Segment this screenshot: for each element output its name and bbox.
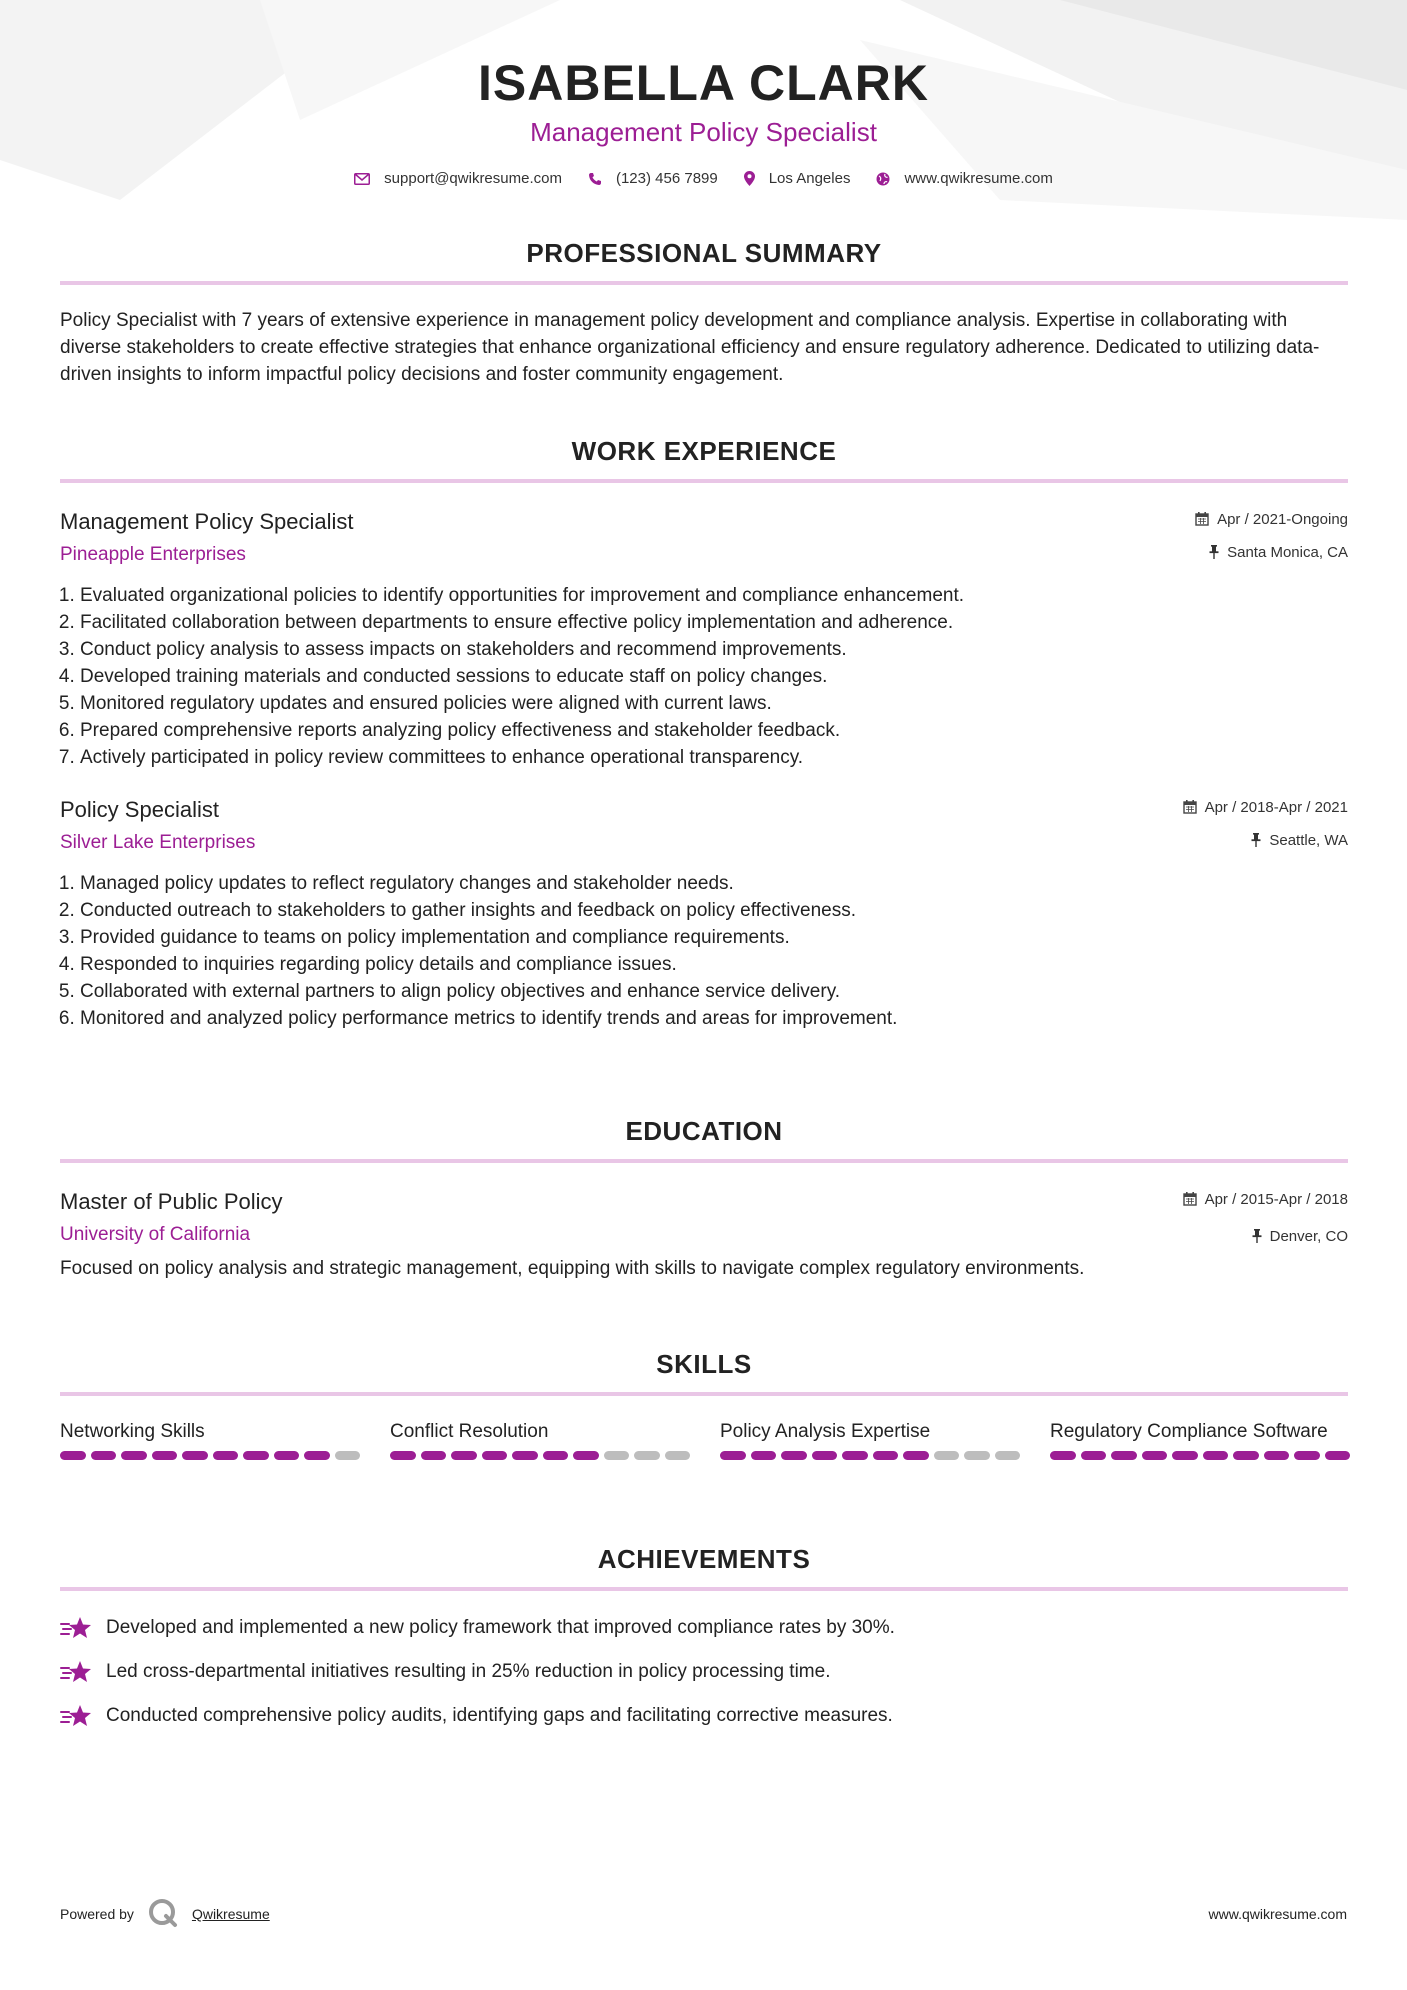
job-dates: Apr / 2018-Apr / 2021 (1204, 798, 1348, 816)
skill-name: Networking Skills (60, 1421, 205, 1442)
pushpin-icon (1251, 833, 1261, 847)
website-text: www.qwikresume.com (904, 170, 1053, 187)
education-section (60, 1116, 1348, 1280)
education-entry (60, 1189, 1348, 1280)
calendar-icon (1183, 1192, 1197, 1206)
phone-icon (588, 172, 602, 186)
experience-section (60, 436, 1348, 1032)
list-item: 4. Responded to inquiries regarding policy details and compliance issues. (80, 951, 1348, 978)
pushpin-icon (1209, 545, 1219, 559)
summary-section (60, 238, 1348, 388)
skill-segment-filled (60, 1451, 86, 1460)
skill-segment-filled (781, 1451, 807, 1460)
degree-title: Master of Public Policy (60, 1189, 283, 1214)
list-item: 2. Conducted outreach to stakeholders to gather insights and feedback on policy effectiveness. (80, 897, 1348, 924)
skill-segment-filled (390, 1451, 416, 1460)
skill-item (720, 1418, 1020, 1460)
skill-segment-filled (451, 1451, 477, 1460)
list-item: 2. Facilitated collaboration between departments to ensure effective policy implementation and adherence. (80, 609, 1348, 636)
qwikresume-logo-icon (148, 1898, 178, 1931)
skill-segment-empty (335, 1451, 361, 1460)
footer-website-link[interactable]: www.qwikresume.com (1208, 1906, 1347, 1922)
skill-segment-filled (1203, 1451, 1229, 1460)
skill-level-bar (60, 1451, 360, 1460)
section-divider (60, 479, 1348, 483)
contact-website[interactable] (876, 170, 1052, 187)
section-divider (60, 1392, 1348, 1396)
list-item: 1. Managed policy updates to reflect regulatory changes and stakeholder needs. (80, 870, 1348, 897)
duties-list (60, 582, 1348, 771)
section-divider (60, 1587, 1348, 1591)
skill-segment-filled (152, 1451, 178, 1460)
skill-segment-filled (812, 1451, 838, 1460)
powered-by (60, 1898, 270, 1931)
skill-segment-filled (1264, 1451, 1290, 1460)
list-item: 5. Collaborated with external partners to align policy objectives and enhance service delivery. (80, 978, 1348, 1005)
skill-level-bar (390, 1451, 690, 1460)
skill-segment-filled (1111, 1451, 1137, 1460)
contact-bar (0, 170, 1407, 187)
powered-by-label: Powered by (60, 1906, 134, 1922)
skill-segment-filled (720, 1451, 746, 1460)
achievement-text: Conducted comprehensive policy audits, identifying gaps and facilitating corrective measures. (106, 1705, 893, 1726)
calendar-icon (1183, 800, 1197, 814)
achievement-item (60, 1615, 1348, 1641)
skill-name: Policy Analysis Expertise (720, 1421, 931, 1442)
skill-segment-empty (964, 1451, 990, 1460)
skill-segment-empty (995, 1451, 1021, 1460)
job-role: Policy Specialist (60, 797, 219, 822)
skill-segment-empty (665, 1451, 691, 1460)
skill-segment-filled (304, 1451, 330, 1460)
contact-location (744, 170, 851, 187)
skill-name: Regulatory Compliance Software (1050, 1421, 1328, 1442)
job-company: Pineapple Enterprises (60, 544, 246, 565)
skill-segment-filled (1081, 1451, 1107, 1460)
shooting-star-icon (60, 1615, 94, 1641)
skill-item (1050, 1418, 1350, 1460)
achievement-text: Led cross-departmental initiatives resulting in 25% reduction in policy processing time. (106, 1661, 831, 1682)
skill-segment-filled (1325, 1451, 1351, 1460)
pushpin-icon (1252, 1229, 1262, 1243)
skill-segment-filled (873, 1451, 899, 1460)
skill-level-bar (720, 1451, 1020, 1460)
list-item: 3. Conduct policy analysis to assess impacts on stakeholders and recommend improvements. (80, 636, 1348, 663)
shooting-star-icon (60, 1703, 94, 1729)
skill-segment-filled (543, 1451, 569, 1460)
skill-item (390, 1418, 690, 1460)
skill-segment-filled (274, 1451, 300, 1460)
education-description: Focused on policy analysis and strategic management, equipping with skills to navigate complex regulatory environments. (60, 1258, 1085, 1279)
achievement-item (60, 1659, 1348, 1685)
contact-email[interactable] (354, 170, 562, 187)
skill-segment-filled (1294, 1451, 1320, 1460)
job-meta (1195, 509, 1348, 562)
skill-segment-empty (934, 1451, 960, 1460)
education-meta (1183, 1189, 1348, 1246)
summary-text: Policy Specialist with 7 years of extensive experience in management policy development and compliance analysis. Expertise in collaborating with diverse stakeholders to create effective strategies that enhance organizational efficiency and ensure regulatory adherence. Dedicated to utilizing data-driven insights to inform impactful policy decisions and foster community engagement. (60, 310, 1320, 385)
list-item: 1. Evaluated organizational policies to identify opportunities for improvement and compliance enhancement. (80, 582, 1348, 609)
job-location: Seattle, WA (1269, 831, 1348, 849)
skill-segment-filled (512, 1451, 538, 1460)
contact-phone[interactable] (588, 170, 718, 187)
job-entry (60, 797, 1348, 1032)
achievements-heading: ACHIEVEMENTS (597, 1544, 811, 1574)
envelope-icon (354, 173, 370, 185)
skill-segment-filled (751, 1451, 777, 1460)
section-divider (60, 281, 1348, 285)
list-item: 4. Developed training materials and conducted sessions to educate staff on policy changes. (80, 663, 1348, 690)
list-item: 6. Prepared comprehensive reports analyzing policy effectiveness and stakeholder feedback. (80, 717, 1348, 744)
globe-icon (876, 172, 890, 186)
job-entry (60, 509, 1348, 771)
skill-segment-filled (182, 1451, 208, 1460)
achievements-section (60, 1544, 1348, 1729)
page-footer (60, 1898, 1347, 1930)
map-pin-icon (744, 171, 755, 186)
skills-section (60, 1349, 1348, 1460)
list-item: 5. Monitored regulatory updates and ensured policies were aligned with current laws. (80, 690, 1348, 717)
duties-list (60, 870, 1348, 1032)
candidate-title: Management Policy Specialist (530, 117, 877, 147)
skill-segment-filled (1050, 1451, 1076, 1460)
list-item: 6. Monitored and analyzed policy performance metrics to identify trends and areas for improvement. (80, 1005, 1348, 1032)
education-heading: EDUCATION (625, 1116, 783, 1146)
skill-segment-filled (121, 1451, 147, 1460)
skill-segment-filled (91, 1451, 117, 1460)
candidate-name: ISABELLA CLARK (477, 55, 929, 111)
skills-heading: SKILLS (656, 1349, 752, 1379)
skills-grid (60, 1418, 1348, 1460)
job-company: Silver Lake Enterprises (60, 832, 256, 853)
skill-segment-empty (634, 1451, 660, 1460)
shooting-star-icon (60, 1659, 94, 1685)
skill-segment-filled (1233, 1451, 1259, 1460)
skill-segment-filled (482, 1451, 508, 1460)
job-role: Management Policy Specialist (60, 509, 354, 534)
education-dates: Apr / 2015-Apr / 2018 (1204, 1190, 1348, 1208)
skill-segment-filled (243, 1451, 269, 1460)
location-text: Los Angeles (768, 170, 851, 187)
skill-segment-filled (1142, 1451, 1168, 1460)
experience-heading: WORK EXPERIENCE (571, 436, 837, 466)
section-divider (60, 1159, 1348, 1163)
brand-link[interactable]: Qwikresume (191, 1906, 270, 1922)
skill-segment-filled (842, 1451, 868, 1460)
job-dates: Apr / 2021-Ongoing (1217, 510, 1348, 528)
resume-header (0, 0, 1407, 187)
skill-segment-filled (421, 1451, 447, 1460)
skill-segment-empty (604, 1451, 630, 1460)
skill-level-bar (1050, 1451, 1350, 1460)
list-item: 7. Actively participated in policy review committees to enhance operational transparency. (80, 744, 1348, 771)
job-location: Santa Monica, CA (1227, 543, 1348, 561)
skill-segment-filled (903, 1451, 929, 1460)
skill-item (60, 1418, 360, 1460)
achievements-list (60, 1615, 1348, 1729)
skill-segment-filled (1172, 1451, 1198, 1460)
email-text: support@qwikresume.com (384, 170, 562, 187)
skill-segment-filled (213, 1451, 239, 1460)
calendar-icon (1195, 512, 1209, 526)
job-meta (1183, 797, 1348, 850)
achievement-text: Developed and implemented a new policy framework that improved compliance rates by 30%. (106, 1617, 895, 1638)
list-item: 3. Provided guidance to teams on policy implementation and compliance requirements. (80, 924, 1348, 951)
skill-name: Conflict Resolution (390, 1421, 549, 1442)
school-name: University of California (60, 1224, 251, 1245)
skill-segment-filled (573, 1451, 599, 1460)
summary-heading: PROFESSIONAL SUMMARY (526, 238, 882, 268)
phone-text: (123) 456 7899 (615, 170, 718, 187)
education-location: Denver, CO (1269, 1227, 1348, 1245)
achievement-item (60, 1703, 1348, 1729)
